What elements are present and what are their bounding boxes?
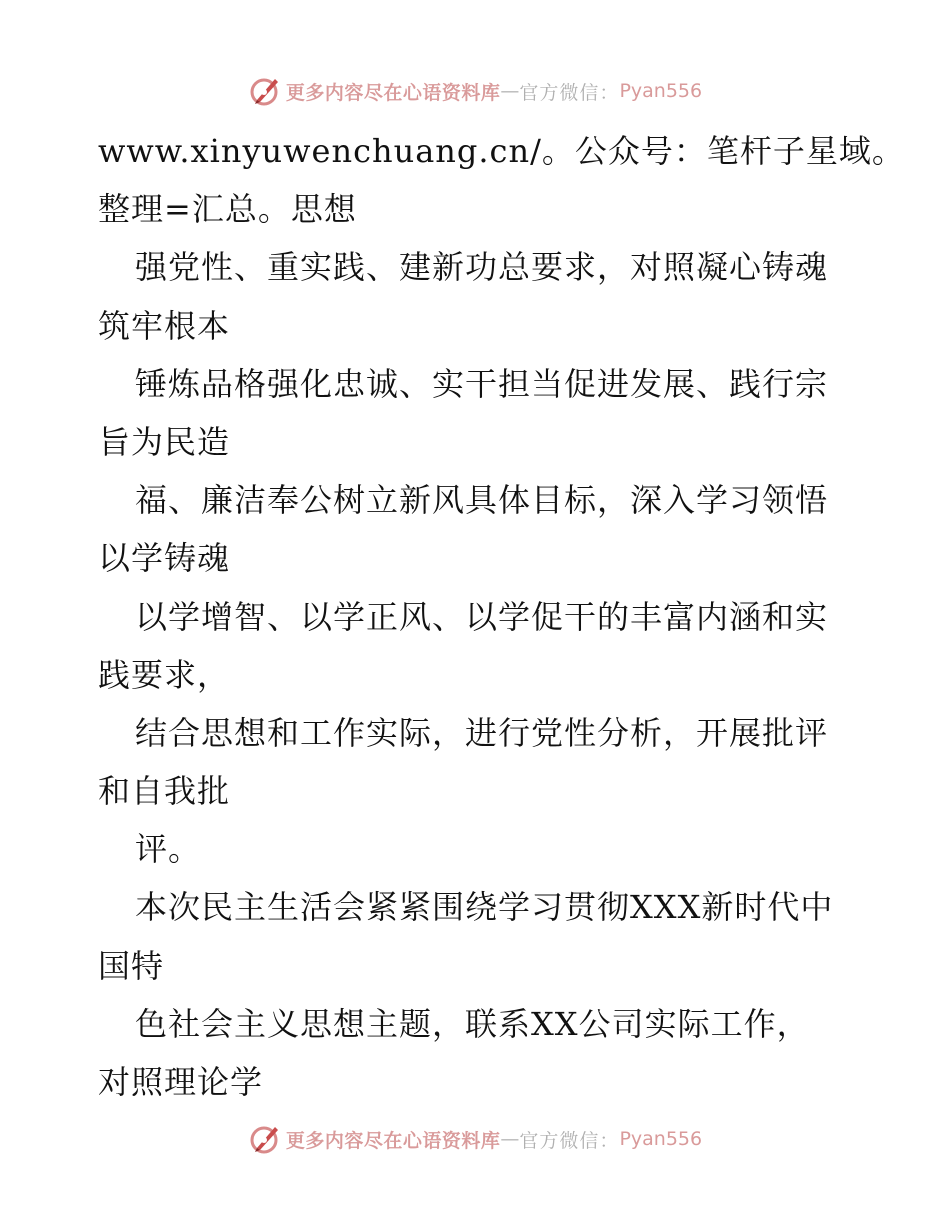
text-line: 色社会主义思想主题，联系XX公司实际工作，: [135, 1004, 810, 1043]
banner-wechat-label: 官方微信：: [519, 81, 620, 104]
text-line: 以学铸魂: [98, 539, 231, 578]
header-banner: [0, 71, 950, 111]
banner-promo-text: 更多内容尽在心语资料库: [285, 81, 501, 104]
text-line: 旨为民造: [98, 422, 231, 461]
text-line: 锤炼品格强化忠诚、实干担当促进发展、践行宗: [135, 364, 829, 403]
document-body: [98, 122, 905, 1111]
text-line: 本次民主生活会紧紧围绕学习贯彻XXX新时代中: [135, 888, 834, 927]
quill-pen-logo-icon: [248, 1122, 282, 1156]
footer-banner: [0, 1119, 950, 1159]
text-line: 强党性、重实践、建新功总要求，对照凝心铸魂: [135, 248, 829, 287]
banner-wechat-id: Pyan556: [619, 1128, 703, 1150]
text-line: 整理=汇总。思想: [98, 190, 357, 229]
banner-dash: —: [500, 1128, 520, 1150]
banner-wechat-id: Pyan556: [619, 80, 703, 102]
text-line: www.xinyuwenchuang.cn/。公众号：笔杆子星域。: [98, 132, 905, 170]
quill-pen-logo-icon: [248, 74, 282, 108]
text-line: 筑牢根本: [98, 306, 231, 345]
text-line: 福、廉洁奉公树立新风具体目标，深入学习领悟: [135, 481, 829, 520]
text-line: 国特: [98, 946, 165, 985]
text-line: 和自我批: [98, 772, 231, 811]
banner-promo-text: 更多内容尽在心语资料库: [285, 1129, 501, 1152]
text-line: 对照理论学: [98, 1063, 264, 1101]
text-line: 结合思想和工作实际，进行党性分析，开展批评: [135, 713, 829, 752]
text-line: 以学增智、以学正风、以学促干的丰富内涵和实: [135, 597, 829, 636]
banner-wechat-label: 官方微信：: [519, 1129, 620, 1152]
text-line: 践要求，: [98, 655, 231, 694]
banner-dash: —: [500, 80, 520, 102]
text-line: 评。: [135, 830, 202, 869]
